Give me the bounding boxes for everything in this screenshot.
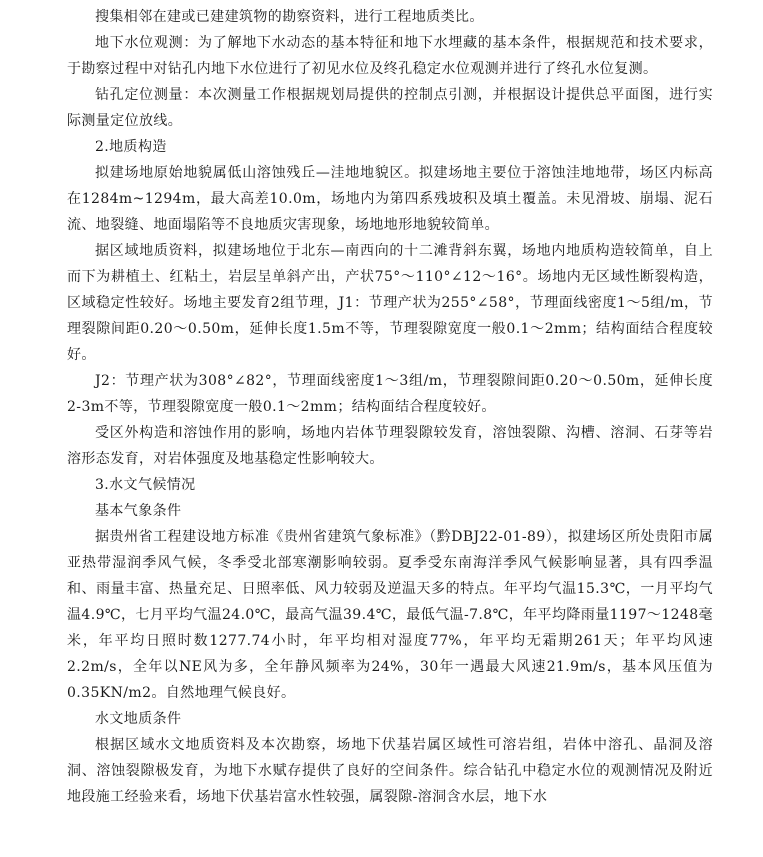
paragraph-joint-j2: J2：节理产状为308°∠82°，节理面线密度1～3组/m，节理裂隙间距0.20～0.50m，延伸长度2-3m不等，节理裂隙宽度一般0.1～2mm；结构面结合程度较好。 xyxy=(67,373,713,415)
heading-hydro-climate: 3.水文气候情况 xyxy=(95,477,196,493)
paragraph-survey-data: 搜集相邻在建或已建建筑物的勘察资料，进行工程地质类比。 xyxy=(95,9,484,25)
paragraph-borehole-positioning: 钻孔定位测量：本次测量工作根据规划局提供的控制点引测，并根据设计提供总平面图，进行实际测量定位放线。 xyxy=(67,87,713,129)
paragraph-climate-data: 据贵州省工程建设地方标准《贵州省建筑气象标准》（黔DBJ22-01-89），拟建场区所处贵阳市属亚热带湿润季风气候，冬季受北部寒潮影响较弱。夏季受东南海洋季风气候影响显著，具有四季温和、雨量丰富、热量充足、日照率低、风力较弱及逆温天多的特点。年平均气温15.3℃，一月平均气温4.9℃，七月平均气温24.0℃，最高气温39.4℃，最低气温-7.8℃，年平均降雨量1197～1248毫米，年平均日照时数1277.74小时，年平均相对湿度77%，年平均无霜期261天；年平均风速2.2m/s，全年以NE风为多，全年静风频率为24%，30年一遇最大风速21.9m/s，基本风压值为0.35KN/m2。自然地理气候良好。 xyxy=(67,529,713,701)
paragraph-hydrogeology: 根据区域水文地质资料及本次勘察，场地下伏基岩属区域性可溶岩组，岩体中溶孔、晶洞及溶洞、溶蚀裂隙极发育，为地下水赋存提供了良好的空间条件。综合钻孔中稳定水位的观测情况及附近地段施工经验来看，场地下伏基岩富水性较强，属裂隙-溶洞含水层，地下水 xyxy=(67,737,713,805)
subheading-hydrogeology: 水文地质条件 xyxy=(95,711,182,727)
paragraph-groundwater-observation: 地下水位观测：为了解地下水动态的基本特征和地下水埋藏的基本条件，根据规范和技术要求，于勘察过程中对钻孔内地下水位进行了初见水位及终孔稳定水位观测并进行了终孔水位复测。 xyxy=(67,35,713,77)
document-body xyxy=(67,4,713,810)
subheading-meteorology: 基本气象条件 xyxy=(95,503,182,519)
paragraph-karst-influence: 受区外构造和溶蚀作用的影响，场地内岩体节理裂隙较发育，溶蚀裂隙、沟槽、溶洞、石芽等岩溶形态发育，对岩体强度及地基稳定性影响较大。 xyxy=(67,425,713,467)
paragraph-landform: 拟建场地原始地貌属低山溶蚀残丘—洼地地貌区。拟建场地主要位于溶蚀洼地地带，场区内标高在1284m~1294m，最大高差10.0m，场地内为第四系残坡积及填土覆盖。未见滑坡、崩塌、泥石流、地裂缝、地面塌陷等不良地质灾害现象，场地地形地貌较简单。 xyxy=(67,165,713,233)
paragraph-regional-geology: 据区域地质资料，拟建场地位于北东—南西向的十二滩背斜东翼，场地内地质构造较简单，自上而下为耕植土、红粘土，岩层呈单斜产出，产状75°～110°∠12～16°。场地内无区域性断裂构造，区域稳定性较好。场地主要发育2组节理，J1：节理产状为255°∠58°，节理面线密度1～5组/m，节理裂隙间距0.20～0.50m，延伸长度1.5m不等，节理裂隙宽度一般0.1～2mm；结构面结合程度较好。 xyxy=(67,243,713,363)
heading-geological-structure: 2.地质构造 xyxy=(95,139,167,155)
